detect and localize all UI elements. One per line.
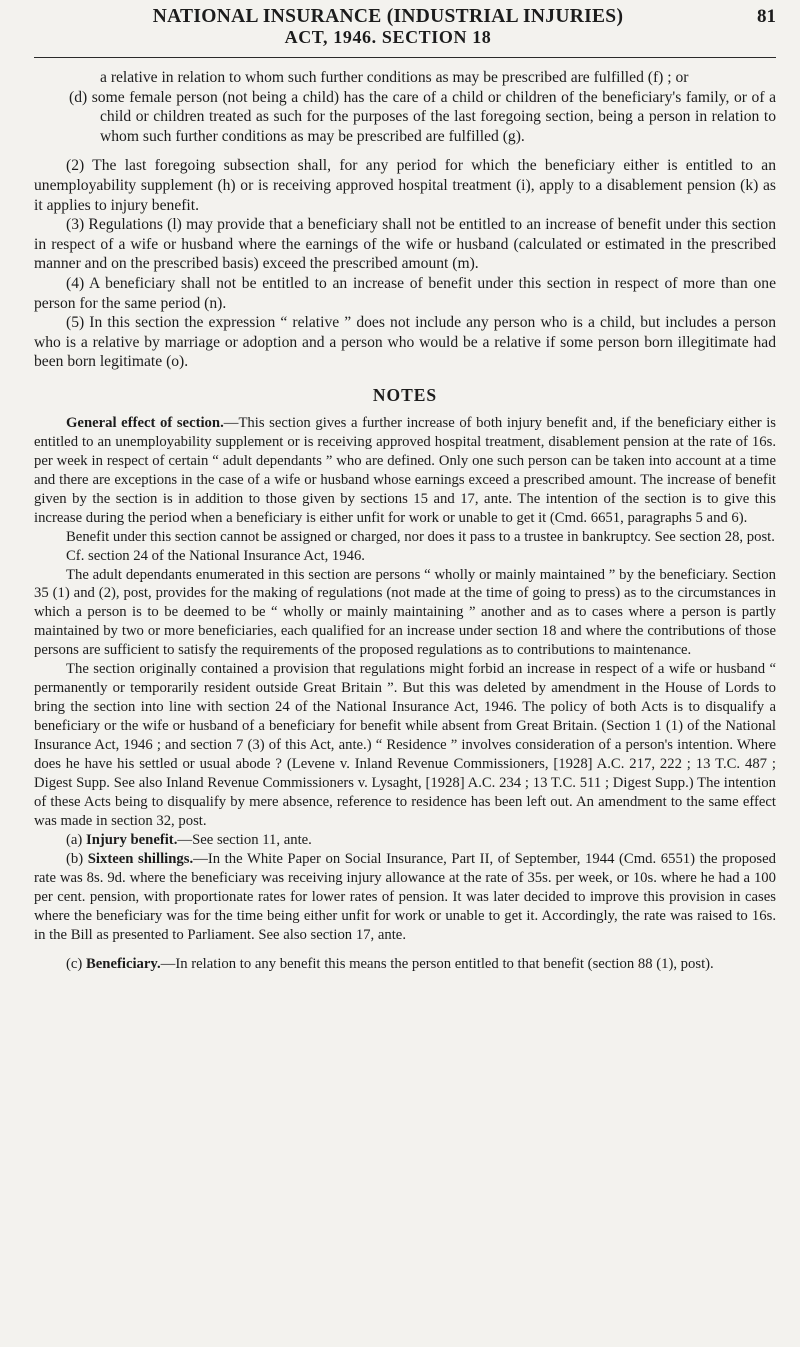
note-c-label: (c)	[66, 955, 83, 972]
subsection-5: (5) In this section the expression “ relative ” does not include any person who is a child, but includes a person who is a relative by marriage or adoption and a person who would be a relative if some person born illegitimate had been born legitimate (o).	[34, 314, 776, 371]
spacer	[34, 146, 776, 156]
page-number: 81	[757, 6, 776, 27]
note-a	[34, 831, 776, 850]
clause-d: (d) some female person (not being a child) has the care of a child or children of the beneficiary's family, or of a child or children treated as such for the purposes of the last foregoing section, being a person in relation to whom such further conditions as may be prescribed are fulfilled (g).	[69, 88, 776, 145]
note-c-heading: Beneficiary.	[85, 955, 161, 972]
note-a-heading: Injury benefit.	[85, 831, 178, 848]
note-c	[34, 955, 776, 974]
note-general-body: —This section gives a further increase of both injury benefit and, if the beneficiary either is entitled to an unemployability supplement or is receiving approved hospital treatment, disablement pension at the rate of 16s. per week in respect of certain “ adult dependants ” who are defined. Only one such person can be taken into account at a time and there are exceptions in the case of a wife or husband whose earnings exceed a prescribed amount. The increase of benefit given by the section is in addition to those given by sections 15 and 17, ante. The intention of the section is to give this increase during the period when a beneficiary is either unfit for work or unable to get it (Cmd. 6651, paragraphs 5 and 6).	[34, 414, 776, 526]
note-residence: The section originally contained a provision that regulations might forbid an increase in respect of a wife or husband “ permanently or temporarily resident outside Great Britain ”. But this was deleted by amendment in the House of Lords to bring the section into line with section 24 of the National Insurance Act, 1946. The policy of both Acts is to disqualify a beneficiary or the wife or husband of a beneficiary for benefit while absent from Great Britain. (Section 1 (1) of the National Insurance Act, 1946 ; and section 7 (3) of this Act, ante.) “ Residence ” involves consideration of a person's intention. Where does he have his settled or usual abode ? (Levene v. Inland Revenue Commissioners, [1928] A.C. 217, 222 ; 13 T.C. 487 ; Digest Supp. See also Inland Revenue Commissioners v. Lysaght, [1928] A.C. 234 ; 13 T.C. 511 ; Digest Supp.) The intention of these Acts being to disqualify by mere absence, reference to residence has been left out. An amendment to the same effect was made in section 32, post.	[34, 661, 776, 829]
note-general-heading: General effect of section.	[66, 414, 224, 431]
subsection-2: (2) The last foregoing subsection shall, for any period for which the beneficiary either is entitled to an unemployability supplement (h) or is receiving approved hospital treatment (i), apply to a disablement pension (k) as it applies to injury benefit.	[34, 157, 776, 214]
notes-text	[34, 414, 776, 974]
statute-text	[34, 68, 776, 372]
header-rule	[34, 57, 776, 58]
subsection-4: (4) A beneficiary shall not be entitled to an increase of benefit under this section in respect of more than one person for the same period (n).	[34, 274, 776, 312]
note-a-label: (a)	[66, 831, 83, 848]
notes-heading: NOTES	[372, 384, 438, 405]
note-b-body: —In the White Paper on Social Insurance, Part II, of September, 1944 (Cmd. 6551) the proposed rate was 8s. 9d. where the beneficiary was receiving injury allowance at the rate of 35s. per week, or 10s. where he had a 100 per cent. pension, with proportionate rates for lower rates of pension. It was later decided to improve this provision in cases where the beneficiary was for the time being either unfit for work or unable to get it. Accordingly, the rate was raised to 16s. in the Bill as presented to Parliament. See also section 17, ante.	[34, 850, 777, 943]
note-benefit-assignment: Benefit under this section cannot be assigned or charged, nor does it pass to a trustee in bankruptcy. See section 28, post.	[66, 528, 775, 545]
running-title-block	[34, 6, 742, 48]
running-subtitle: ACT, 1946. SECTION 18	[284, 27, 492, 47]
note-b-heading: Sixteen shillings.	[87, 850, 194, 867]
note-adult-dependants: The adult dependants enumerated in this section are persons “ wholly or mainly maintained ” by the beneficiary. Section 35 (1) and (2), post, provides for the making of regulations (not made at the time of going to press) as to the circumstances in which a person is to be deemed to be “ wholly or mainly maintaining ” another and as to cases where a person is partly maintained by two or more beneficiaries, each qualified for an increase under section 18 and where the contributions of those persons are sufficient to satisfy the requirements of the proposed regulations as to contributions to maintenance.	[34, 566, 776, 659]
note-c-body: —In relation to any benefit this means the person entitled to that benefit (section 88 (1), post).	[160, 955, 714, 972]
clause-c-continuation: a relative in relation to whom such further conditions as may be prescribed are fulfilled (f) ; or	[100, 69, 689, 86]
note-general-effect	[34, 414, 776, 528]
note-cf: Cf. section 24 of the National Insurance Act, 1946.	[66, 547, 365, 564]
note-b-label: (b)	[66, 850, 84, 867]
note-b	[34, 850, 776, 945]
running-head	[34, 0, 776, 47]
running-title: NATIONAL INSURANCE (INDUSTRIAL INJURIES)	[152, 6, 624, 27]
spacer	[34, 945, 776, 955]
subsection-3: (3) Regulations (l) may provide that a beneficiary shall not be entitled to an increase of benefit under this section in respect of a wife or husband where the earnings of the wife or husband (calculated or estimated in the prescribed manner and on the prescribed basis) exceed the prescribed amount (m).	[34, 216, 776, 273]
note-a-body: —See section 11, ante.	[177, 831, 312, 848]
